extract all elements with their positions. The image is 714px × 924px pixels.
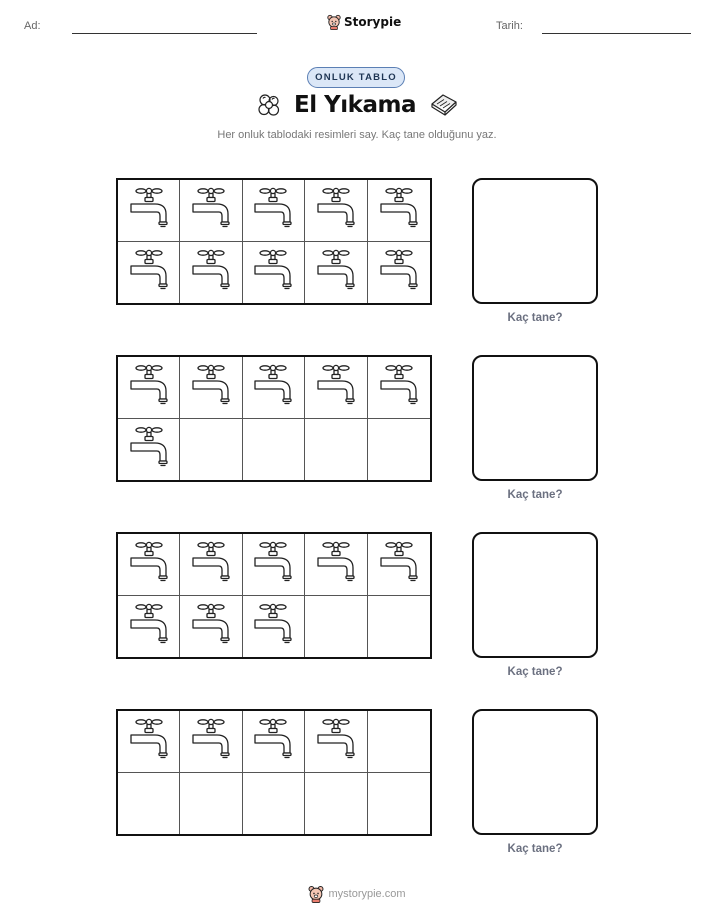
ten-frame-cell <box>368 773 430 835</box>
name-field[interactable] <box>72 33 257 34</box>
ten-frame-cell <box>368 596 430 658</box>
ten-frame-cell <box>368 711 430 773</box>
water-faucet-icon <box>379 363 419 412</box>
ten-frame-cell <box>305 534 367 596</box>
water-faucet-icon <box>191 186 231 235</box>
ten-frame-cell <box>368 534 430 596</box>
ten-frame-cell <box>118 534 180 596</box>
ten-frame-3 <box>116 532 432 659</box>
water-faucet-icon <box>253 363 293 412</box>
brand-name: Storypie <box>344 15 402 29</box>
ten-frame-cell <box>368 242 430 304</box>
ten-frame-cell <box>118 180 180 242</box>
ten-frame-cell <box>243 242 305 304</box>
water-faucet-icon <box>129 363 169 412</box>
water-faucet-icon <box>191 248 231 297</box>
water-faucet-icon <box>129 717 169 766</box>
water-faucet-icon <box>253 248 293 297</box>
ten-frame-cell <box>305 357 367 419</box>
ten-frame-cell <box>243 357 305 419</box>
water-faucet-icon <box>379 248 419 297</box>
ten-frame-cell <box>368 419 430 481</box>
water-faucet-icon <box>253 186 293 235</box>
soap-bubbles-icon <box>256 92 282 118</box>
ten-frame-cell <box>243 773 305 835</box>
water-faucet-icon <box>379 540 419 589</box>
bear-mascot-icon <box>327 14 341 30</box>
ten-frame-cell <box>180 711 242 773</box>
water-faucet-icon <box>316 186 356 235</box>
water-faucet-icon <box>316 540 356 589</box>
water-faucet-icon <box>379 186 419 235</box>
ten-frame-cell <box>305 596 367 658</box>
ten-frame-cell <box>243 596 305 658</box>
ten-frame-cell <box>180 773 242 835</box>
ten-frame-cell <box>118 242 180 304</box>
brand-logo <box>327 14 401 30</box>
water-faucet-icon <box>129 248 169 297</box>
water-faucet-icon <box>129 186 169 235</box>
answer-label-4: Kaç tane? <box>507 843 563 855</box>
footer-url: mystorypie.com <box>328 888 406 900</box>
water-faucet-icon <box>191 602 231 651</box>
ten-frame-cell <box>368 357 430 419</box>
ten-frame-cell <box>118 419 180 481</box>
soap-bar-icon <box>428 93 458 117</box>
ten-frame-cell <box>118 773 180 835</box>
water-faucet-icon <box>129 540 169 589</box>
ten-frame-cell <box>180 180 242 242</box>
answer-label-3: Kaç tane? <box>507 666 563 678</box>
ten-frame-cell <box>243 419 305 481</box>
water-faucet-icon <box>253 540 293 589</box>
water-faucet-icon <box>316 363 356 412</box>
ten-frame-cell <box>305 242 367 304</box>
name-label: Ad: <box>24 20 41 32</box>
ten-frame-cell <box>118 357 180 419</box>
footer <box>0 885 714 903</box>
instructions: Her onluk tablodaki resimleri say. Kaç tane olduğunu yaz. <box>217 129 497 141</box>
answer-box-1[interactable] <box>472 178 598 304</box>
answer-box-3[interactable] <box>472 532 598 658</box>
ten-frame-cell <box>305 711 367 773</box>
ten-frame-cell <box>180 242 242 304</box>
ten-frame-1 <box>116 178 432 305</box>
answer-label-1: Kaç tane? <box>507 312 563 324</box>
answer-box-2[interactable] <box>472 355 598 481</box>
ten-frame-cell <box>243 711 305 773</box>
ten-frame-cell <box>305 773 367 835</box>
ten-frame-4 <box>116 709 432 836</box>
water-faucet-icon <box>316 248 356 297</box>
ten-frame-cell <box>243 180 305 242</box>
water-faucet-icon <box>129 602 169 651</box>
answer-label-2: Kaç tane? <box>507 489 563 501</box>
ten-frame-2 <box>116 355 432 482</box>
water-faucet-icon <box>191 540 231 589</box>
water-faucet-icon <box>316 717 356 766</box>
ten-frame-cell <box>180 357 242 419</box>
ten-frame-cell <box>243 534 305 596</box>
water-faucet-icon <box>191 363 231 412</box>
title-row <box>0 92 714 118</box>
bear-mascot-icon <box>308 885 324 903</box>
date-field[interactable] <box>542 33 691 34</box>
water-faucet-icon <box>129 425 169 474</box>
page-title: El Yıkama <box>294 92 416 118</box>
ten-frame-cell <box>305 180 367 242</box>
ten-frame-cell <box>180 596 242 658</box>
water-faucet-icon <box>191 717 231 766</box>
answer-box-4[interactable] <box>472 709 598 835</box>
ten-frame-cell <box>118 711 180 773</box>
ten-frame-cell <box>180 419 242 481</box>
ten-frame-cell <box>305 419 367 481</box>
ten-frame-cell <box>180 534 242 596</box>
ten-frame-cell <box>118 596 180 658</box>
date-label: Tarih: <box>496 20 523 32</box>
water-faucet-icon <box>253 602 293 651</box>
ten-frame-cell <box>368 180 430 242</box>
water-faucet-icon <box>253 717 293 766</box>
worksheet-type-badge: ONLUK TABLO <box>307 67 405 88</box>
